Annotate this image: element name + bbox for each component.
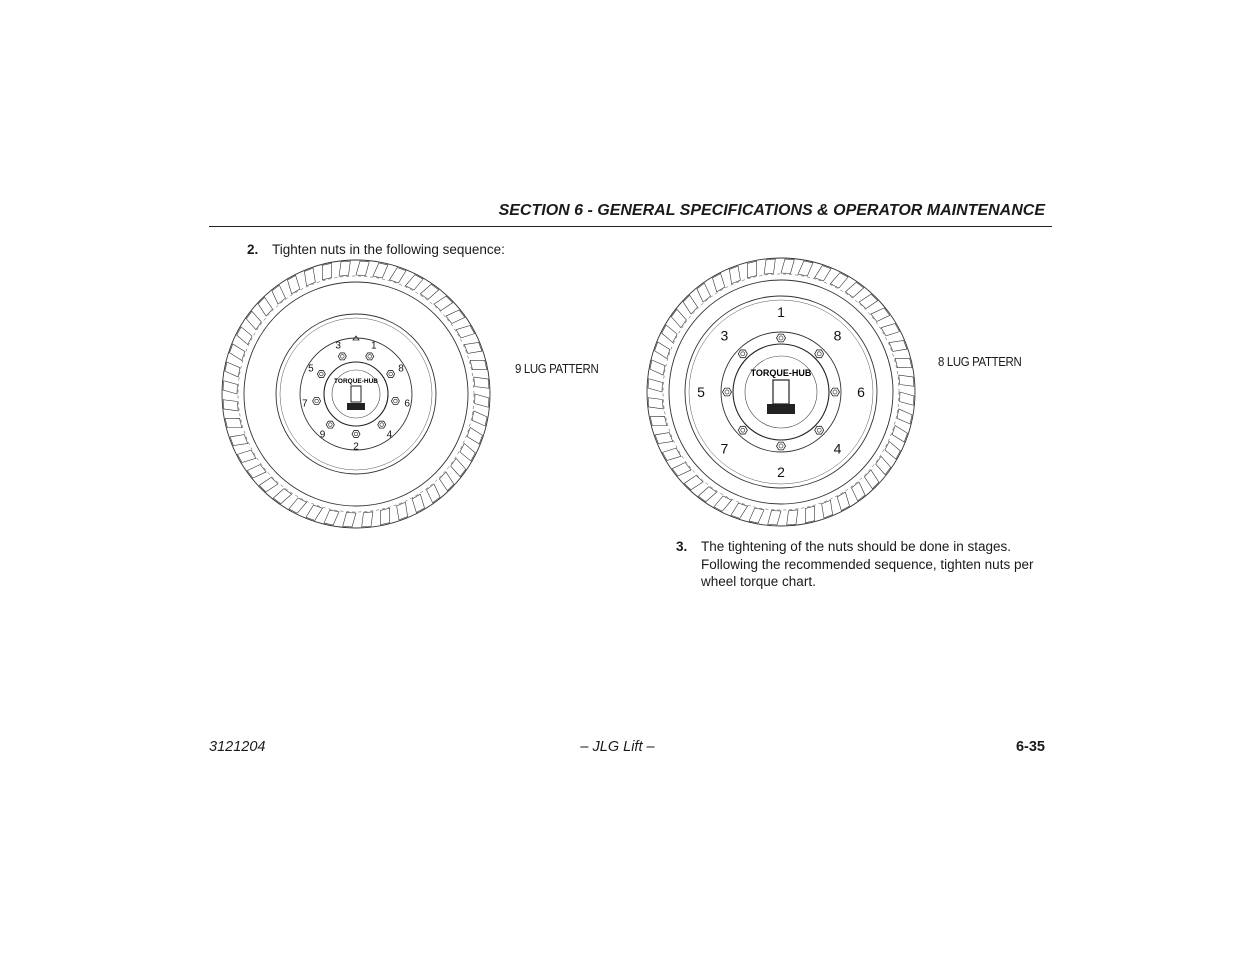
step-3-text: The tightening of the nuts should be done in stages. Following the recommended sequence, tighten nuts per wheel torque chart. — [701, 539, 1034, 589]
step-3-number: 3. — [676, 539, 688, 554]
lug-sequence-number: 1 — [371, 340, 377, 352]
lug-nut — [378, 421, 386, 428]
eight-lug-wheel-figure — [645, 256, 917, 528]
header-divider — [209, 226, 1052, 227]
nine-lug-pattern-label: 9 LUG PATTERN — [515, 361, 599, 376]
lug-sequence-number: 2 — [353, 441, 359, 453]
lug-sequence-number: 7 — [302, 398, 308, 410]
lug-nut — [338, 353, 346, 360]
lug-nut — [831, 388, 840, 396]
lug-sequence-number: 6 — [857, 384, 865, 401]
lug-nut — [738, 426, 747, 434]
torque-hub — [733, 344, 829, 440]
step-2-text: Tighten nuts in the following sequence: — [272, 242, 505, 257]
lug-sequence-number: 8 — [398, 363, 404, 375]
lug-sequence-number: 3 — [335, 340, 341, 352]
hub-logo — [767, 404, 795, 414]
lug-nut — [815, 426, 824, 434]
lug-nut — [723, 388, 732, 396]
lug-sequence-number: 7 — [720, 440, 729, 457]
lug-nut — [815, 350, 824, 358]
document-number: 3121204 — [209, 739, 266, 755]
torque-hub — [324, 362, 388, 426]
lug-sequence-number: 5 — [308, 363, 314, 375]
lug-sequence-number: 3 — [720, 327, 729, 344]
hub-brand-text: TORQUE-HUB — [334, 378, 378, 385]
lug-nut — [777, 334, 786, 342]
nine-lug-wheel-figure — [220, 258, 492, 530]
lug-sequence-number: 6 — [404, 398, 410, 410]
lug-nut — [317, 371, 325, 378]
footer-brand: – JLG Lift – — [580, 739, 655, 755]
lug-sequence-number: 8 — [833, 327, 842, 344]
lug-sequence-number: 4 — [386, 429, 393, 441]
lug-sequence-number: 4 — [833, 440, 842, 457]
lug-nut — [352, 431, 360, 438]
lug-nut — [326, 421, 334, 428]
lug-nut — [738, 350, 747, 358]
lug-nut — [777, 442, 786, 450]
page-number: 6-35 — [1015, 739, 1045, 755]
lug-nut — [366, 353, 374, 360]
lug-nut — [387, 371, 395, 378]
lug-sequence-number: 2 — [777, 464, 785, 481]
lug-nut — [313, 397, 321, 404]
eight-lug-pattern-label: 8 LUG PATTERN — [938, 354, 1022, 369]
hub-logo — [347, 403, 365, 410]
section-title: SECTION 6 - GENERAL SPECIFICATIONS & OPERATOR MAINTENANCE — [498, 202, 1045, 219]
lug-sequence-number: 5 — [697, 384, 705, 401]
step-2-number: 2. — [247, 242, 259, 257]
lug-nut — [391, 397, 399, 404]
lug-sequence-number: 1 — [777, 304, 785, 321]
lug-sequence-number: 9 — [319, 429, 326, 441]
hub-brand-text: TORQUE-HUB — [750, 368, 812, 378]
